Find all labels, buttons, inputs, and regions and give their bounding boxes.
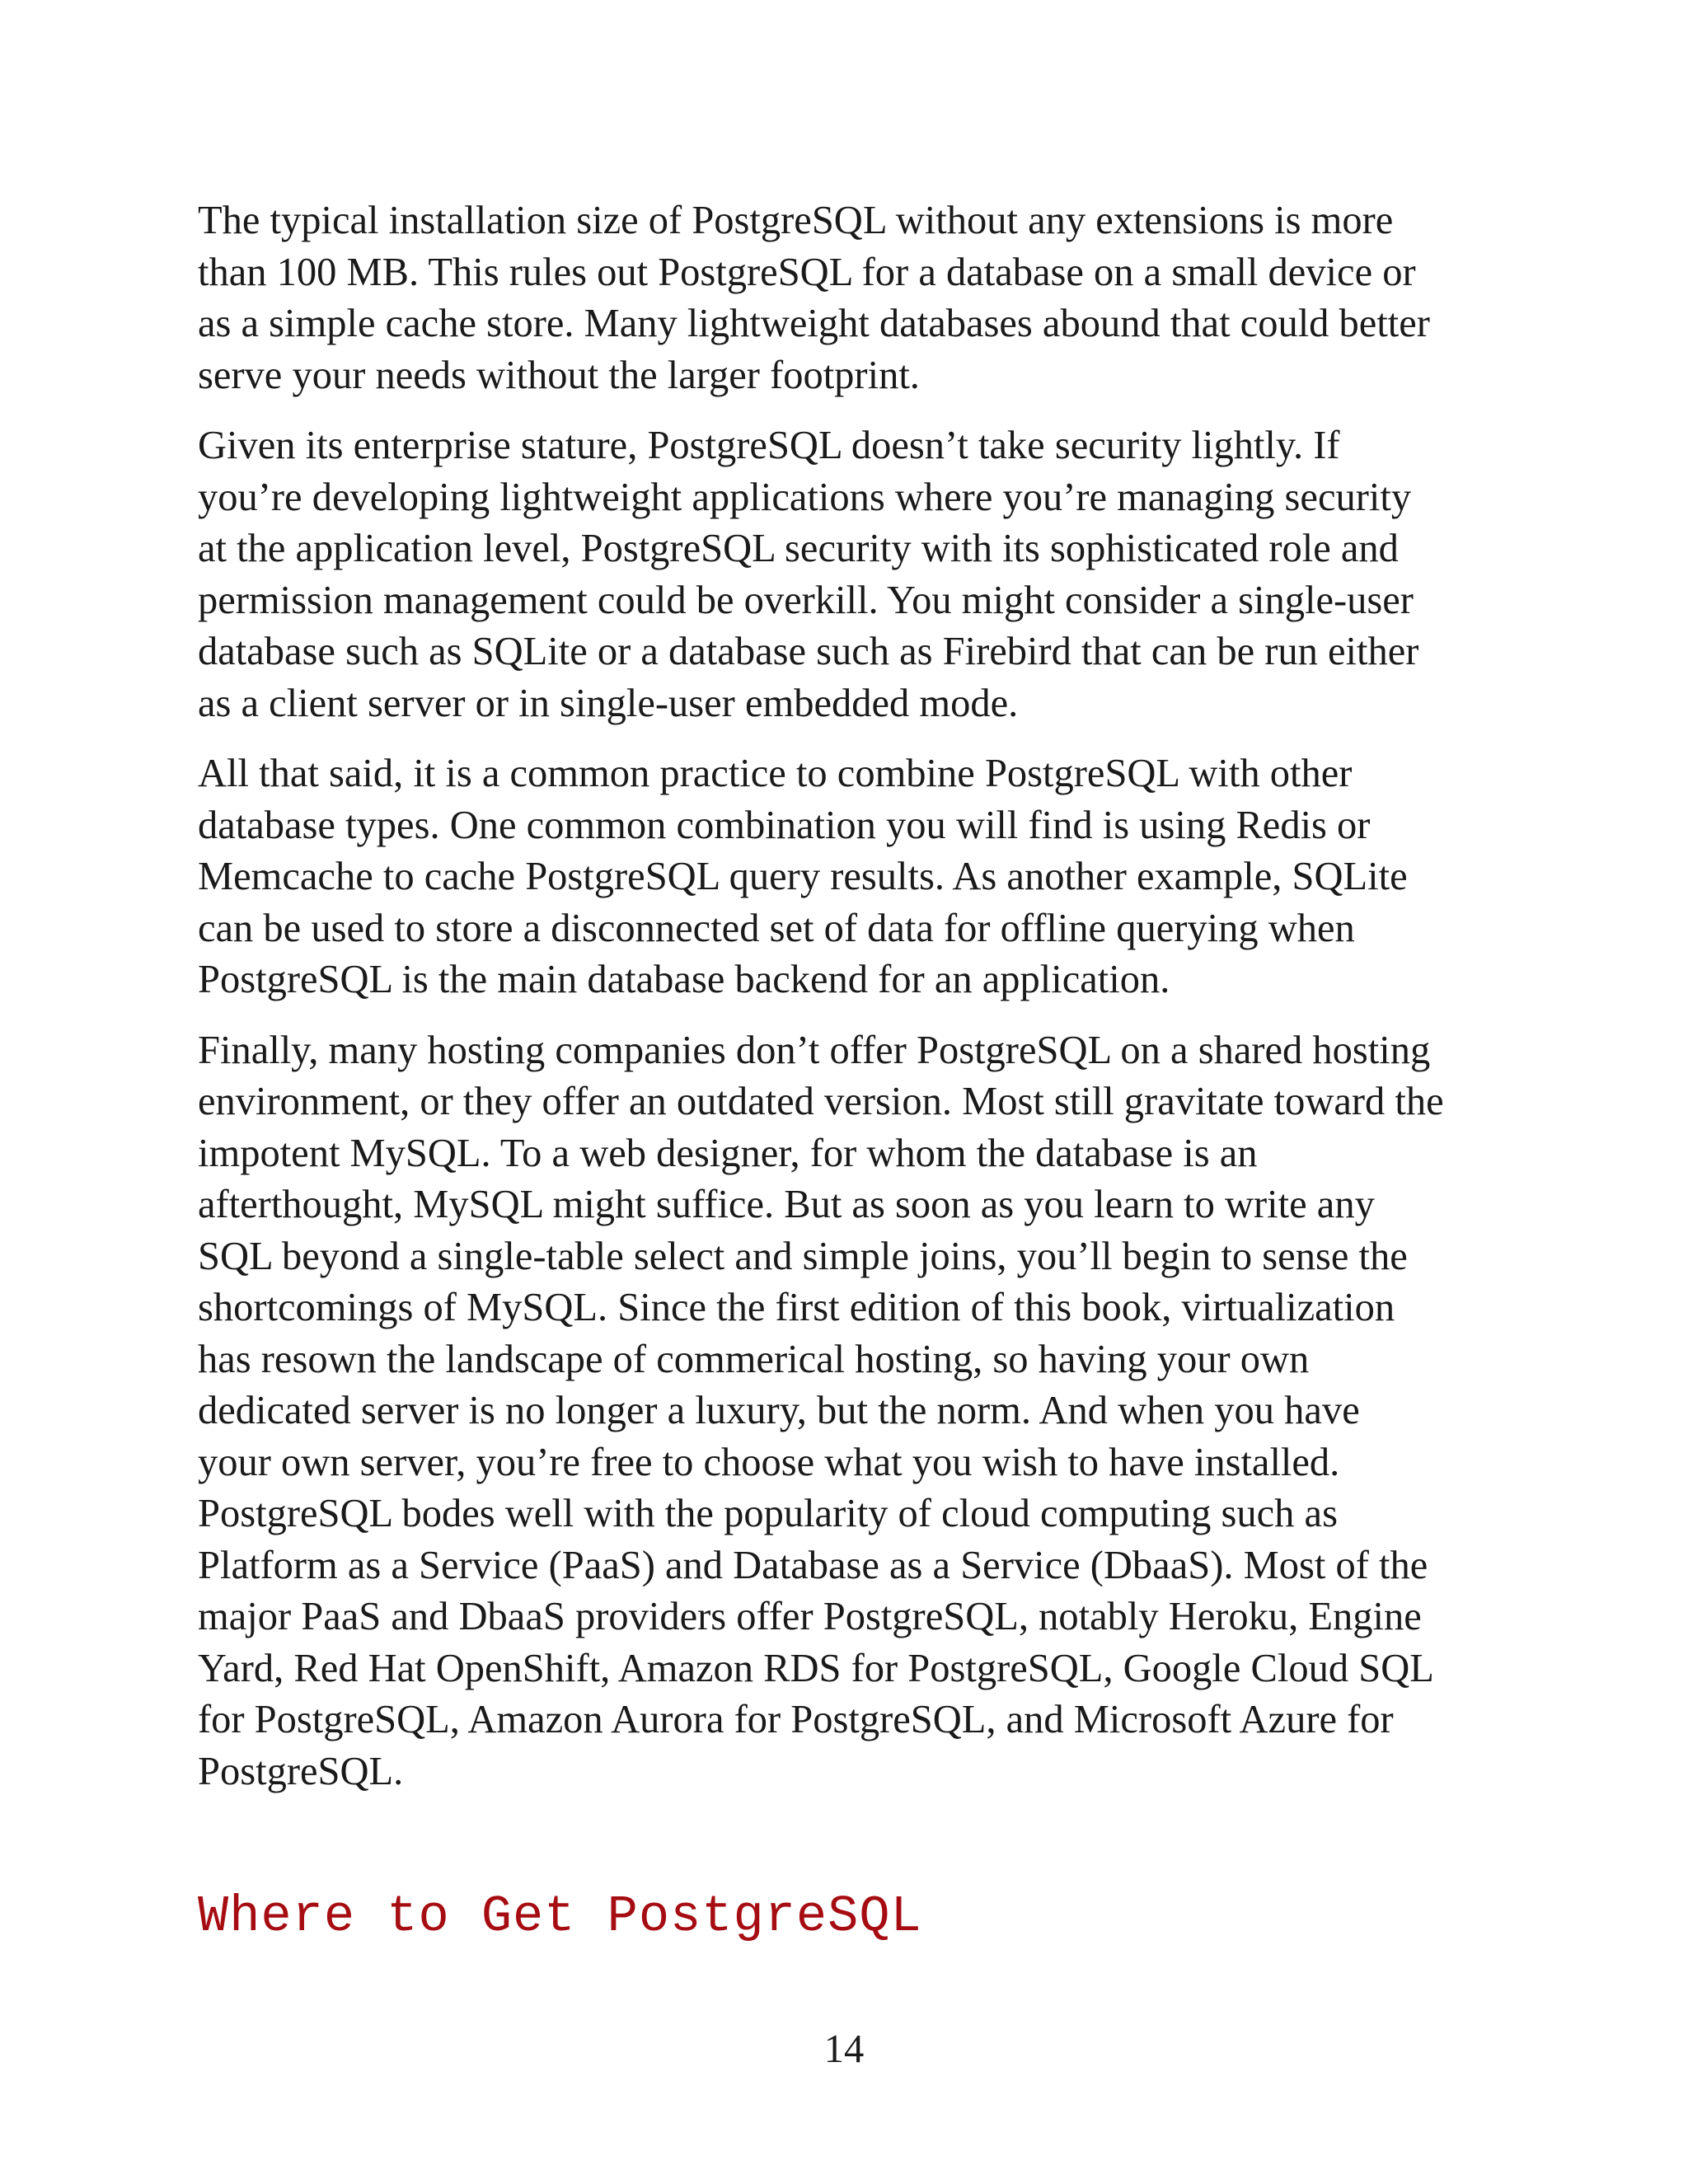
body-text [198, 195, 1508, 1816]
paragraph-installation-size: The typical installation size of PostgreSQL without any extensions is more than 100 MB. This rules out PostgreSQL for a database on a small device or as a simple cache store. Many lightweight databases abound that could better serve your needs without the larger footprint. [198, 199, 1430, 397]
paragraph-hosting: Finally, many hosting companies don’t offer PostgreSQL on a shared hosting environment, or they offer an outdated version. Most still gravitate toward the impotent MySQL. To a web designer, for whom the database is an afterthought, MySQL might suffice. But as soon as you learn to write any SQL beyond a single-table select and simple joins, you’ll begin to sense the shortcomings of MySQL. Since the first edition of this book, virtualization has resown the landscape of commerical hosting, so having your own dedicated server is no longer a luxury, but the norm. And when you have your own server, you’re free to choose what you wish to have installed. PostgreSQL bodes well with the popularity of cloud computing such as Platform as a Service (PaaS) and Database as a Service (DbaaS). Most of the major PaaS and DbaaS providers offer PostgreSQL, notably Heroku, Engine Yard, Red Hat OpenShift, Amazon RDS for PostgreSQL, Google Cloud SQL for PostgreSQL, Amazon Aurora for PostgreSQL, and Microsoft Azure for PostgreSQL. [198, 1028, 1444, 1793]
section-heading: Where to Get PostgreSQL [198, 1887, 922, 1946]
paragraph-combining-databases: All that said, it is a common practice to combine PostgreSQL with other database types. One common combination you will find is using Redis or Memcache to cache PostgreSQL query results. As another example, SQLite can be used to store a disconnected set of data for offline querying when PostgreSQL is the main database backend for an application. [198, 752, 1408, 1001]
paragraph-security: Given its enterprise stature, PostgreSQL doesn’t take security lightly. If you’re developing lightweight applications where you’re managing security at the application level, PostgreSQL security with its sophisticated role and permission management could be overkill. You might consider a single-user database such as SQLite or a database such as Firebird that can be run either as a client server or in single-user embedded mode. [198, 424, 1419, 725]
page-number: 14 [823, 2027, 865, 2071]
